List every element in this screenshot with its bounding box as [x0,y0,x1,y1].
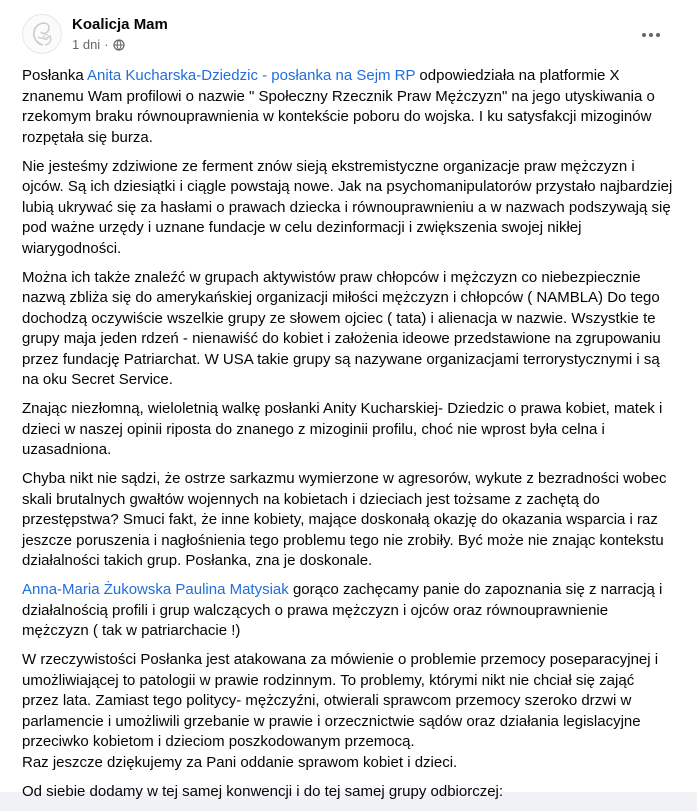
post-body [22,66,674,811]
p1-before: Posłanka [22,67,88,84]
post-meta [72,37,125,52]
page-avatar[interactable] [22,14,62,54]
more-dots-icon [641,32,661,38]
paragraph-5: Chyba nikt nie sądzi, że ostrze sarkazmu wymierzone w agresorów, wykute z bezradności wobec skali brutalnych gwałtów wojennych na kobietach i dzieciach jest tożsame z zachętą do przestępstwa? Smuci fakt, że inne kobiety, mające doskonałą okazję do okazania wsparcia i raz jeszcze poruszenia i nagłośnienia tego problemu tego nie zrobiły. Być może nie znając kontekstu działalności takich grup. Posłanka, zna je doskonale. [22,470,667,569]
meta-separator: · [104,37,109,52]
paragraph-2: Nie jesteśmy zdziwione ze ferment znów sieją ekstremistyczne organizacje praw mężczyzn i ojców. Są ich dziesiątki i ciągle powstają nowe. Jak na psychomanipulatorów przystało najbardziej lubią ukrywać się za hasłami o prawach dziecka i równouprawnieniu a w nazwach podszywają się pod ważne urzędy i uznane fundacje w celu dezinformacji i zwiększenia swojej nikłej wiarygodności. [22,157,673,257]
paragraph-6 [22,580,674,642]
paragraph-4: Znając niezłomną, wieloletnią walkę posłanki Anity Kucharskiej- Dziedzic o prawa kobiet, matek i dzieci w naszej opinii riposta do znanego z mizoginii profilu, choć nie wprost była celna i uzasadniona. [22,400,663,458]
p7-line2: Raz jeszcze dziękujemy za Pani oddanie sprawom kobiet i dzieci. [22,753,458,771]
more-options-button[interactable] [637,24,665,46]
paragraph-8: Od siebie dodamy w tej samej konwencji i do tej samej grupy odbiorczej: [22,782,504,800]
mention-link-zukowska-matysiak[interactable]: Anna-Maria Żukowska Paulina Matysiak [22,581,289,598]
post-time[interactable]: 1 dni [72,37,101,52]
page-name[interactable]: Koalicja Mam [72,16,168,33]
paragraph-3: Można ich także znaleźć w grupach aktywistów praw chłopców i mężczyzn co niebezpiecznie nazwą zbliża się do amerykańskiej organizacji miłości mężczyzn i chłopców ( NAMBLA) Do tego dochodzą oczywiście wszelkie grupy ze słowem ojciec ( tata) i alienacja w nazwie. Wszystkie te grupy maja jeden rdzeń - nienawiść do kobiet i założenia ideowe przedstawione na zgrupowaniu przez fundację Patriarchat. W USA takie grupy są nazywane organizacjami terrorystycznymi i są na oku Secret Service. [22,268,661,388]
paragraph-7 [22,650,674,773]
p7-line1: W rzeczywistości Posłanka jest atakowana za mówienie o problemie przemocy poseparacyjnej i umożliwiającej to patologii w prawie rodzinnym. To problemy, którymi nikt nie chciał się zająć przez lata. Zamiast tego politycy- mężczyźni, otwierali sprawcom przemocy szeroko drzwi w parlamencie i umożliwili grzebanie w prawie i orzecznictwie sądów oraz działania legislacyjne przeciwko kobietom i dzieciom poszkodowanym przemocą. [22,651,659,750]
mother-child-logo-icon [23,15,61,53]
p1-after: odpowiedziała na platformie X znanemu Wam profilowi o nazwie " Społeczny Rzecznik Praw Mężczyzn" na jego utyskiwania o rzekomym braku równouprawnienia w kontekście poboru do wojska. I ku satysfakcji mizoginów rozpętała się burza. [22,67,655,146]
paragraph-1 [22,66,674,148]
p6-after: gorąco zachęcamy panie do zapoznania się z narracją i działalnością profili i grup walczących o prawa mężczyzn i ojców oraz równouprawnienie mężczyzn ( tak w patriarchacie !) [22,581,663,639]
post-header [22,14,681,58]
globe-icon[interactable] [113,39,125,51]
mention-link-anita[interactable]: Anita Kucharska-Dziedzic - posłanka na Sejm RP [87,67,416,84]
